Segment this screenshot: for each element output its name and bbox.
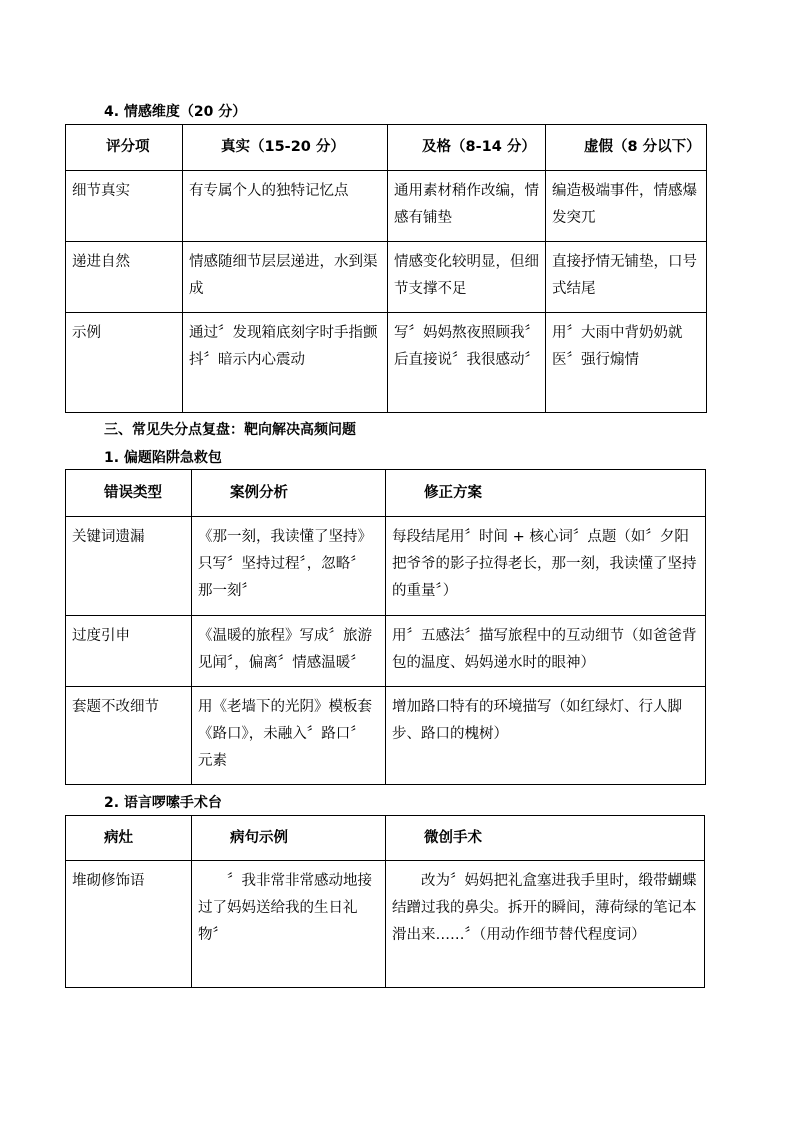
table-row — [66, 517, 706, 616]
header-cell: 及格（8-14 分） — [388, 125, 546, 171]
table-cell: 用〞五感法〞描写旅程中的互动细节（如爸爸背包的温度、妈妈递水时的眼神） — [386, 616, 706, 687]
table-header-row — [66, 470, 706, 517]
table-cell: 情感随细节层层递进，水到渠成 — [183, 242, 388, 313]
table-row — [66, 313, 707, 413]
table-cell: 用《老墙下的光阴》模板套《路口》，未融入〞路口〞元素 — [192, 687, 386, 785]
table-cell: 改为〞妈妈把礼盒塞进我手里时，缎带蝴蝶结蹭过我的鼻尖。拆开的瞬间，薄荷绿的笔记本滑出来……〞（用动作细节替代程度词） — [386, 861, 705, 988]
table-cell: 《温暖的旅程》写成〞旅游见闻〞，偏离〞情感温暖〞 — [192, 616, 386, 687]
table-cell: 情感变化较明显，但细节支撑不足 — [388, 242, 546, 313]
table-cell: 增加路口特有的环境描写（如红绿灯、行人脚步、路口的槐树） — [386, 687, 706, 785]
header-cell: 病句示例 — [192, 816, 386, 861]
table-cell: 直接抒情无铺垫，口号式结尾 — [546, 242, 707, 313]
table-cell: 堆砌修饰语 — [66, 861, 192, 988]
header-cell: 错误类型 — [66, 470, 192, 517]
subsection-1-title: 1. 偏题陷阱急救包 — [104, 450, 222, 466]
verbose-language-table — [65, 815, 705, 988]
off-topic-table — [65, 469, 706, 785]
header-cell: 修正方案 — [386, 470, 706, 517]
table-cell: 每段结尾用〞时间 + 核心词〞点题（如〞夕阳把爷爷的影子拉得老长，那一刻，我读懂了坚持的重量〞） — [386, 517, 706, 616]
table-row — [66, 687, 706, 785]
table-row — [66, 242, 707, 313]
subsection-2-title: 2. 语言啰嗦手术台 — [104, 795, 222, 811]
table-cell: 通过〞发现箱底刻字时手指颤抖〞暗示内心震动 — [183, 313, 388, 413]
header-cell: 评分项 — [66, 125, 183, 171]
header-cell: 案例分析 — [192, 470, 386, 517]
table-cell: 过度引申 — [66, 616, 192, 687]
table-cell: 〞我非常非常感动地接过了妈妈送给我的生日礼物〞 — [192, 861, 386, 988]
header-cell: 病灶 — [66, 816, 192, 861]
table-cell: 《那一刻，我读懂了坚持》只写〞坚持过程〞，忽略〞那一刻〞 — [192, 517, 386, 616]
table-cell: 写〞妈妈熬夜照顾我〞后直接说〞我很感动〞 — [388, 313, 546, 413]
table-row — [66, 861, 705, 988]
section-3-title: 三、常见失分点复盘：靶向解决高频问题 — [104, 422, 356, 438]
header-cell: 虚假（8 分以下） — [546, 125, 707, 171]
table-cell: 递进自然 — [66, 242, 183, 313]
header-cell: 微创手术 — [386, 816, 705, 861]
table-cell: 通用素材稍作改编，情感有铺垫 — [388, 171, 546, 242]
table-cell: 用〞大雨中背奶奶就医〞强行煽情 — [546, 313, 707, 413]
table-row — [66, 616, 706, 687]
header-cell: 真实（15-20 分） — [183, 125, 388, 171]
emotion-dimension-table — [65, 124, 707, 413]
table-cell: 有专属个人的独特记忆点 — [183, 171, 388, 242]
table-cell: 编造极端事件，情感爆发突兀 — [546, 171, 707, 242]
table-header-row — [66, 816, 705, 861]
table-cell: 细节真实 — [66, 171, 183, 242]
table-cell: 关键词遗漏 — [66, 517, 192, 616]
table-header-row — [66, 125, 707, 171]
table-cell: 示例 — [66, 313, 183, 413]
table-row — [66, 171, 707, 242]
table-cell: 套题不改细节 — [66, 687, 192, 785]
section-4-title: 4. 情感维度（20 分） — [104, 104, 247, 120]
